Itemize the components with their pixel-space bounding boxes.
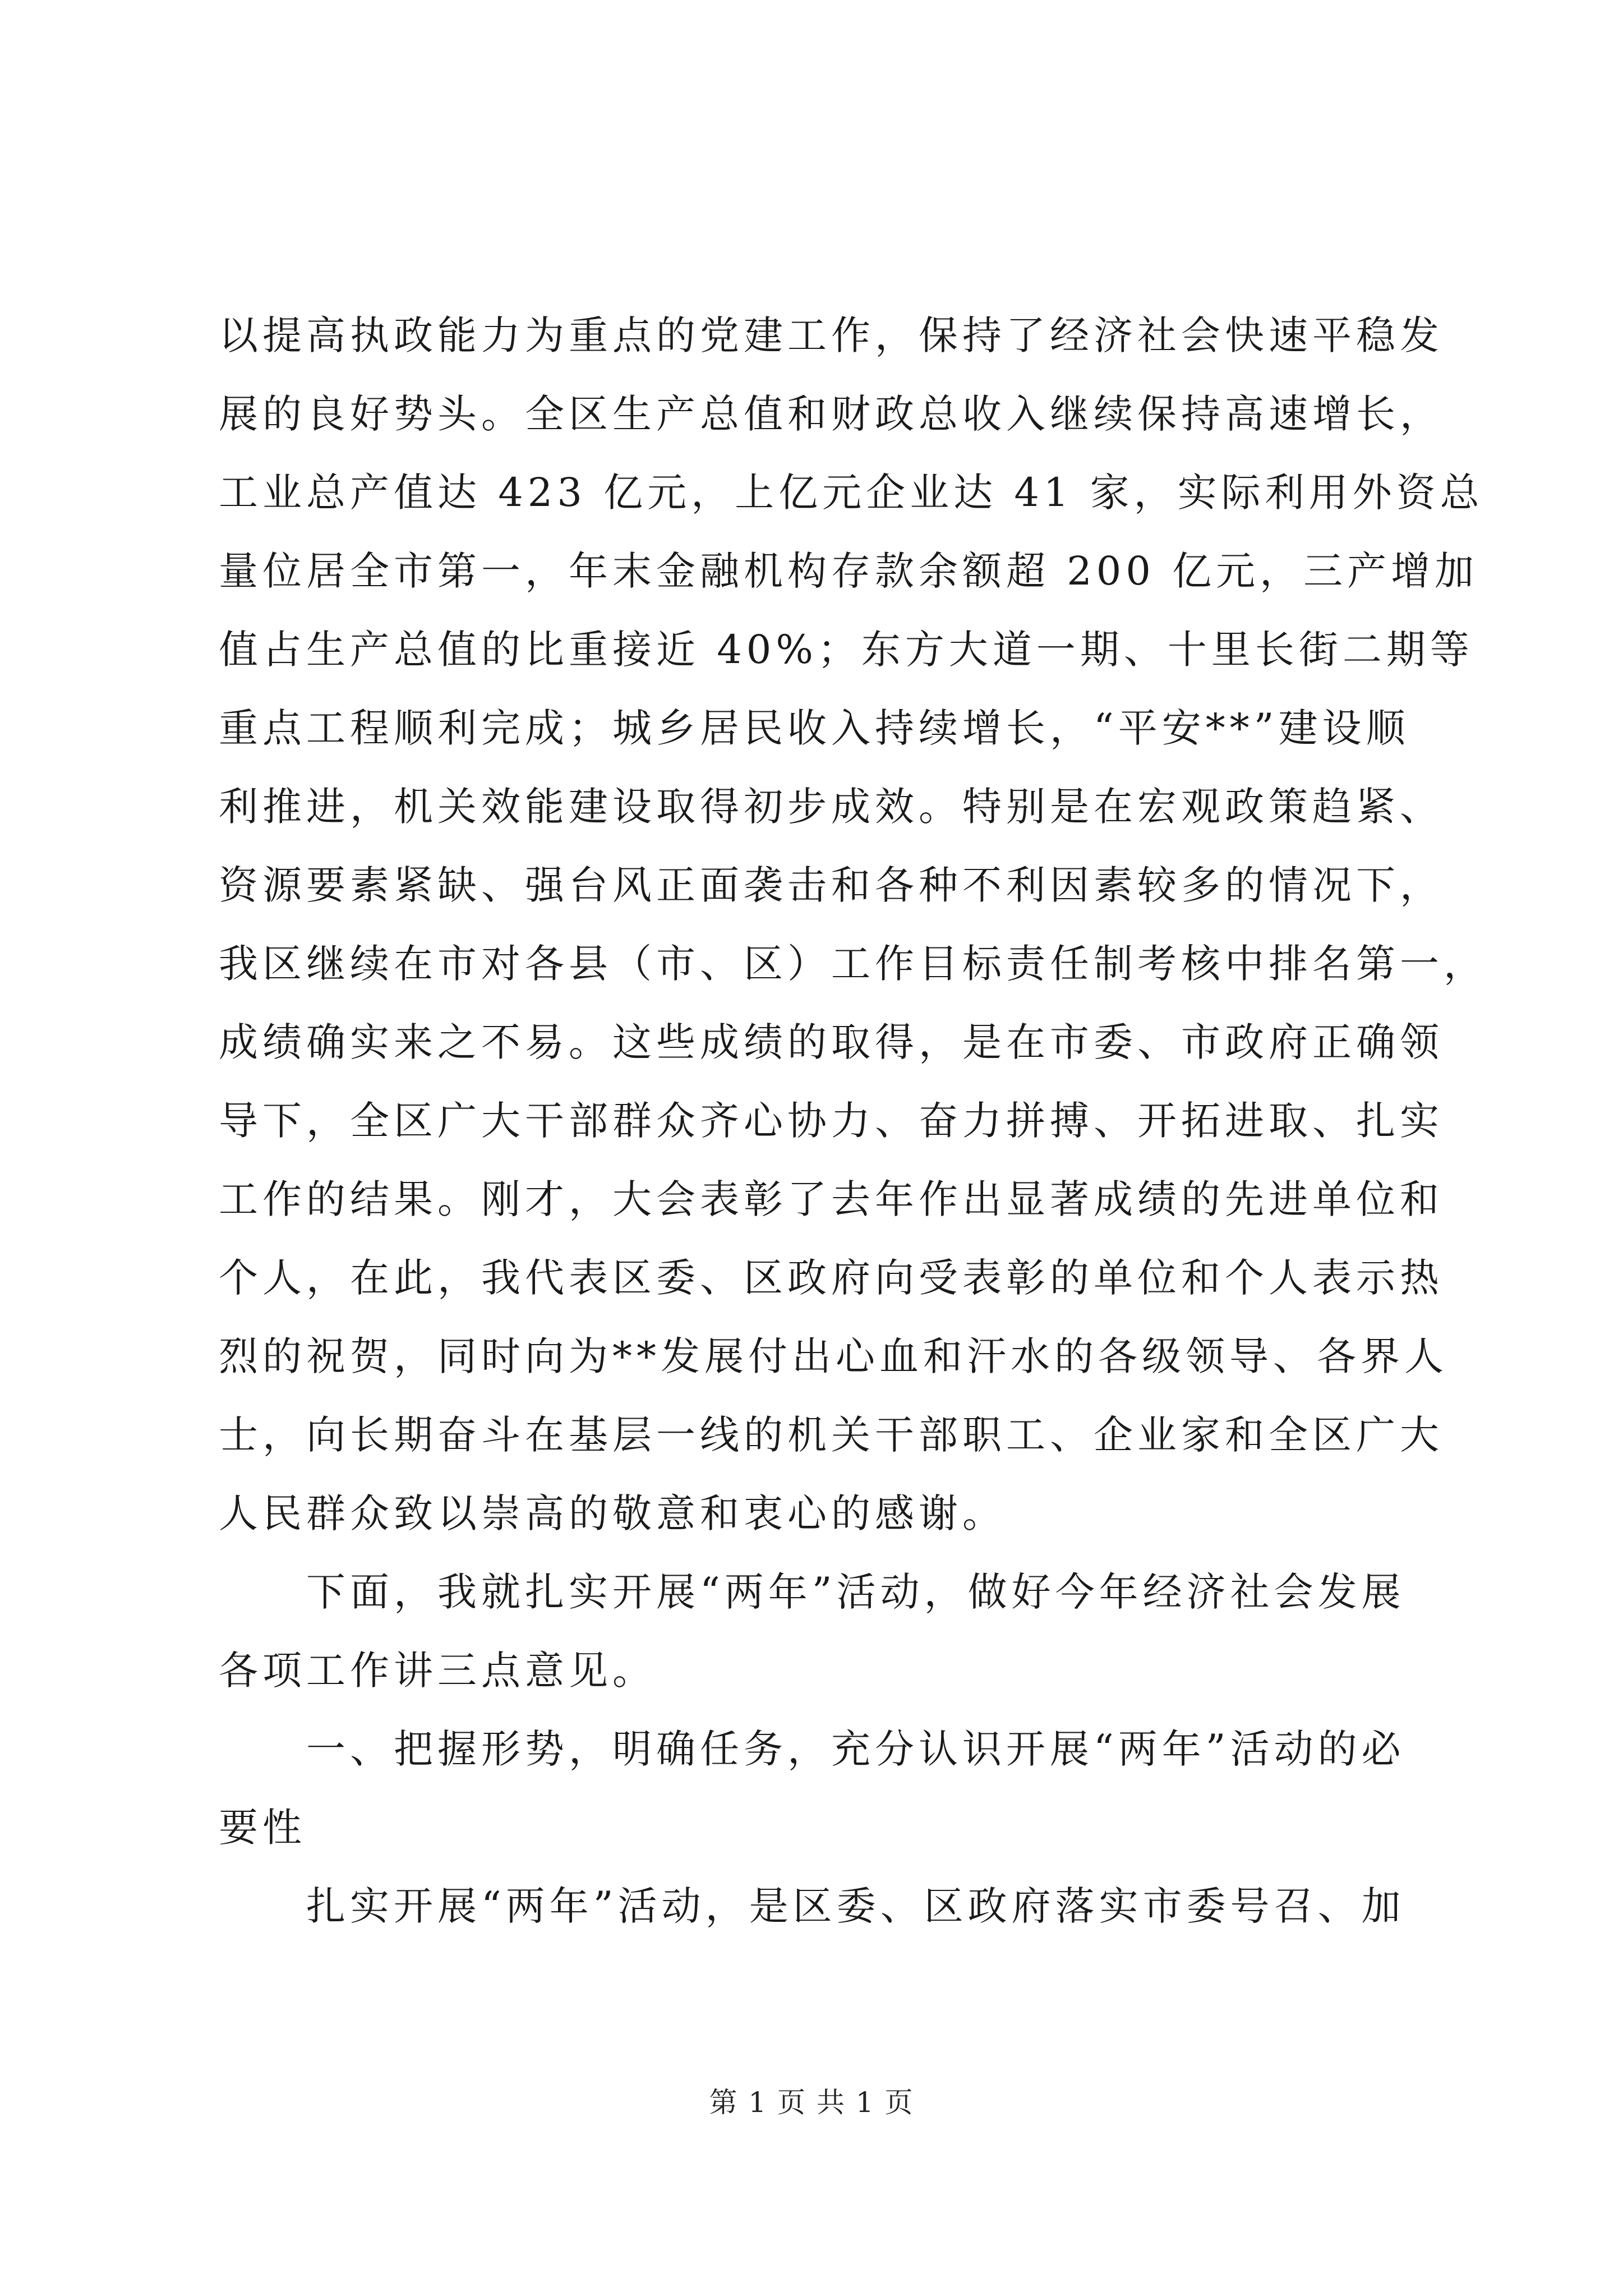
body-text-line: 人民群众致以崇高的敬意和衷心的感谢。 xyxy=(219,1490,1006,1536)
page-number-footer: 第 1 页 共 1 页 xyxy=(709,2086,914,2119)
body-text-line: 展的良好势头。全区生产总值和财政总收入继续保持高速增长， xyxy=(219,391,1444,437)
body-text-line: 我区继续在市对各县（市、区）工作目标责任制考核中排名第一， xyxy=(219,941,1487,987)
section-heading-line: 要性 xyxy=(219,1805,306,1851)
body-text-line: 利推进，机关效能建设取得初步成效。特别是在宏观政策趋紧、 xyxy=(219,784,1444,830)
body-text-line: 重点工程顺利完成；城乡居民收入持续增长，“平安**”建设顺 xyxy=(219,705,1410,751)
body-text-line: 工作的结果。刚才，大会表彰了去年作出显著成绩的先进单位和 xyxy=(219,1176,1444,1222)
body-text-line: 导下，全区广大干部群众齐心协力、奋力拼搏、开拓进取、扎实 xyxy=(219,1098,1444,1144)
body-text-line: 扎实开展“两年”活动，是区委、区政府落实市委号召、加 xyxy=(219,1883,1405,1929)
body-text-line: 以提高执政能力为重点的党建工作，保持了经济社会快速平稳发 xyxy=(219,312,1444,358)
body-text-line: 烈的祝贺，同时向为**发展付出心血和汗水的各级领导、各界人 xyxy=(219,1333,1448,1379)
section-heading-line: 一、把握形势，明确任务，充分认识开展“两年”活动的必 xyxy=(219,1726,1405,1772)
body-text-line: 量位居全市第一，年末金融机构存款余额超 200 亿元，三产增加 xyxy=(219,548,1479,594)
body-text-line: 成绩确实来之不易。这些成绩的取得，是在市委、市政府正确领 xyxy=(219,1019,1444,1065)
body-text-line: 个人，在此，我代表区委、区政府向受表彰的单位和个人表示热 xyxy=(219,1255,1444,1301)
body-text-line: 士，向长期奋斗在基层一线的机关干部职工、企业家和全区广大 xyxy=(219,1412,1444,1458)
document-body xyxy=(219,296,1487,1945)
paragraph-intro-line: 各项工作讲三点意见。 xyxy=(219,1648,656,1694)
body-text-line: 工业总产值达 423 亿元，上亿元企业达 41 家，实际利用外资总 xyxy=(219,470,1484,516)
body-text-line: 值占生产总值的比重接近 40%；东方大道一期、十里长街二期等 xyxy=(219,627,1474,673)
body-text-line: 资源要素紧缺、强台风正面袭击和各种不利因素较多的情况下， xyxy=(219,862,1444,908)
paragraph-intro-line: 下面，我就扎实开展“两年”活动，做好今年经济社会发展 xyxy=(219,1569,1405,1615)
